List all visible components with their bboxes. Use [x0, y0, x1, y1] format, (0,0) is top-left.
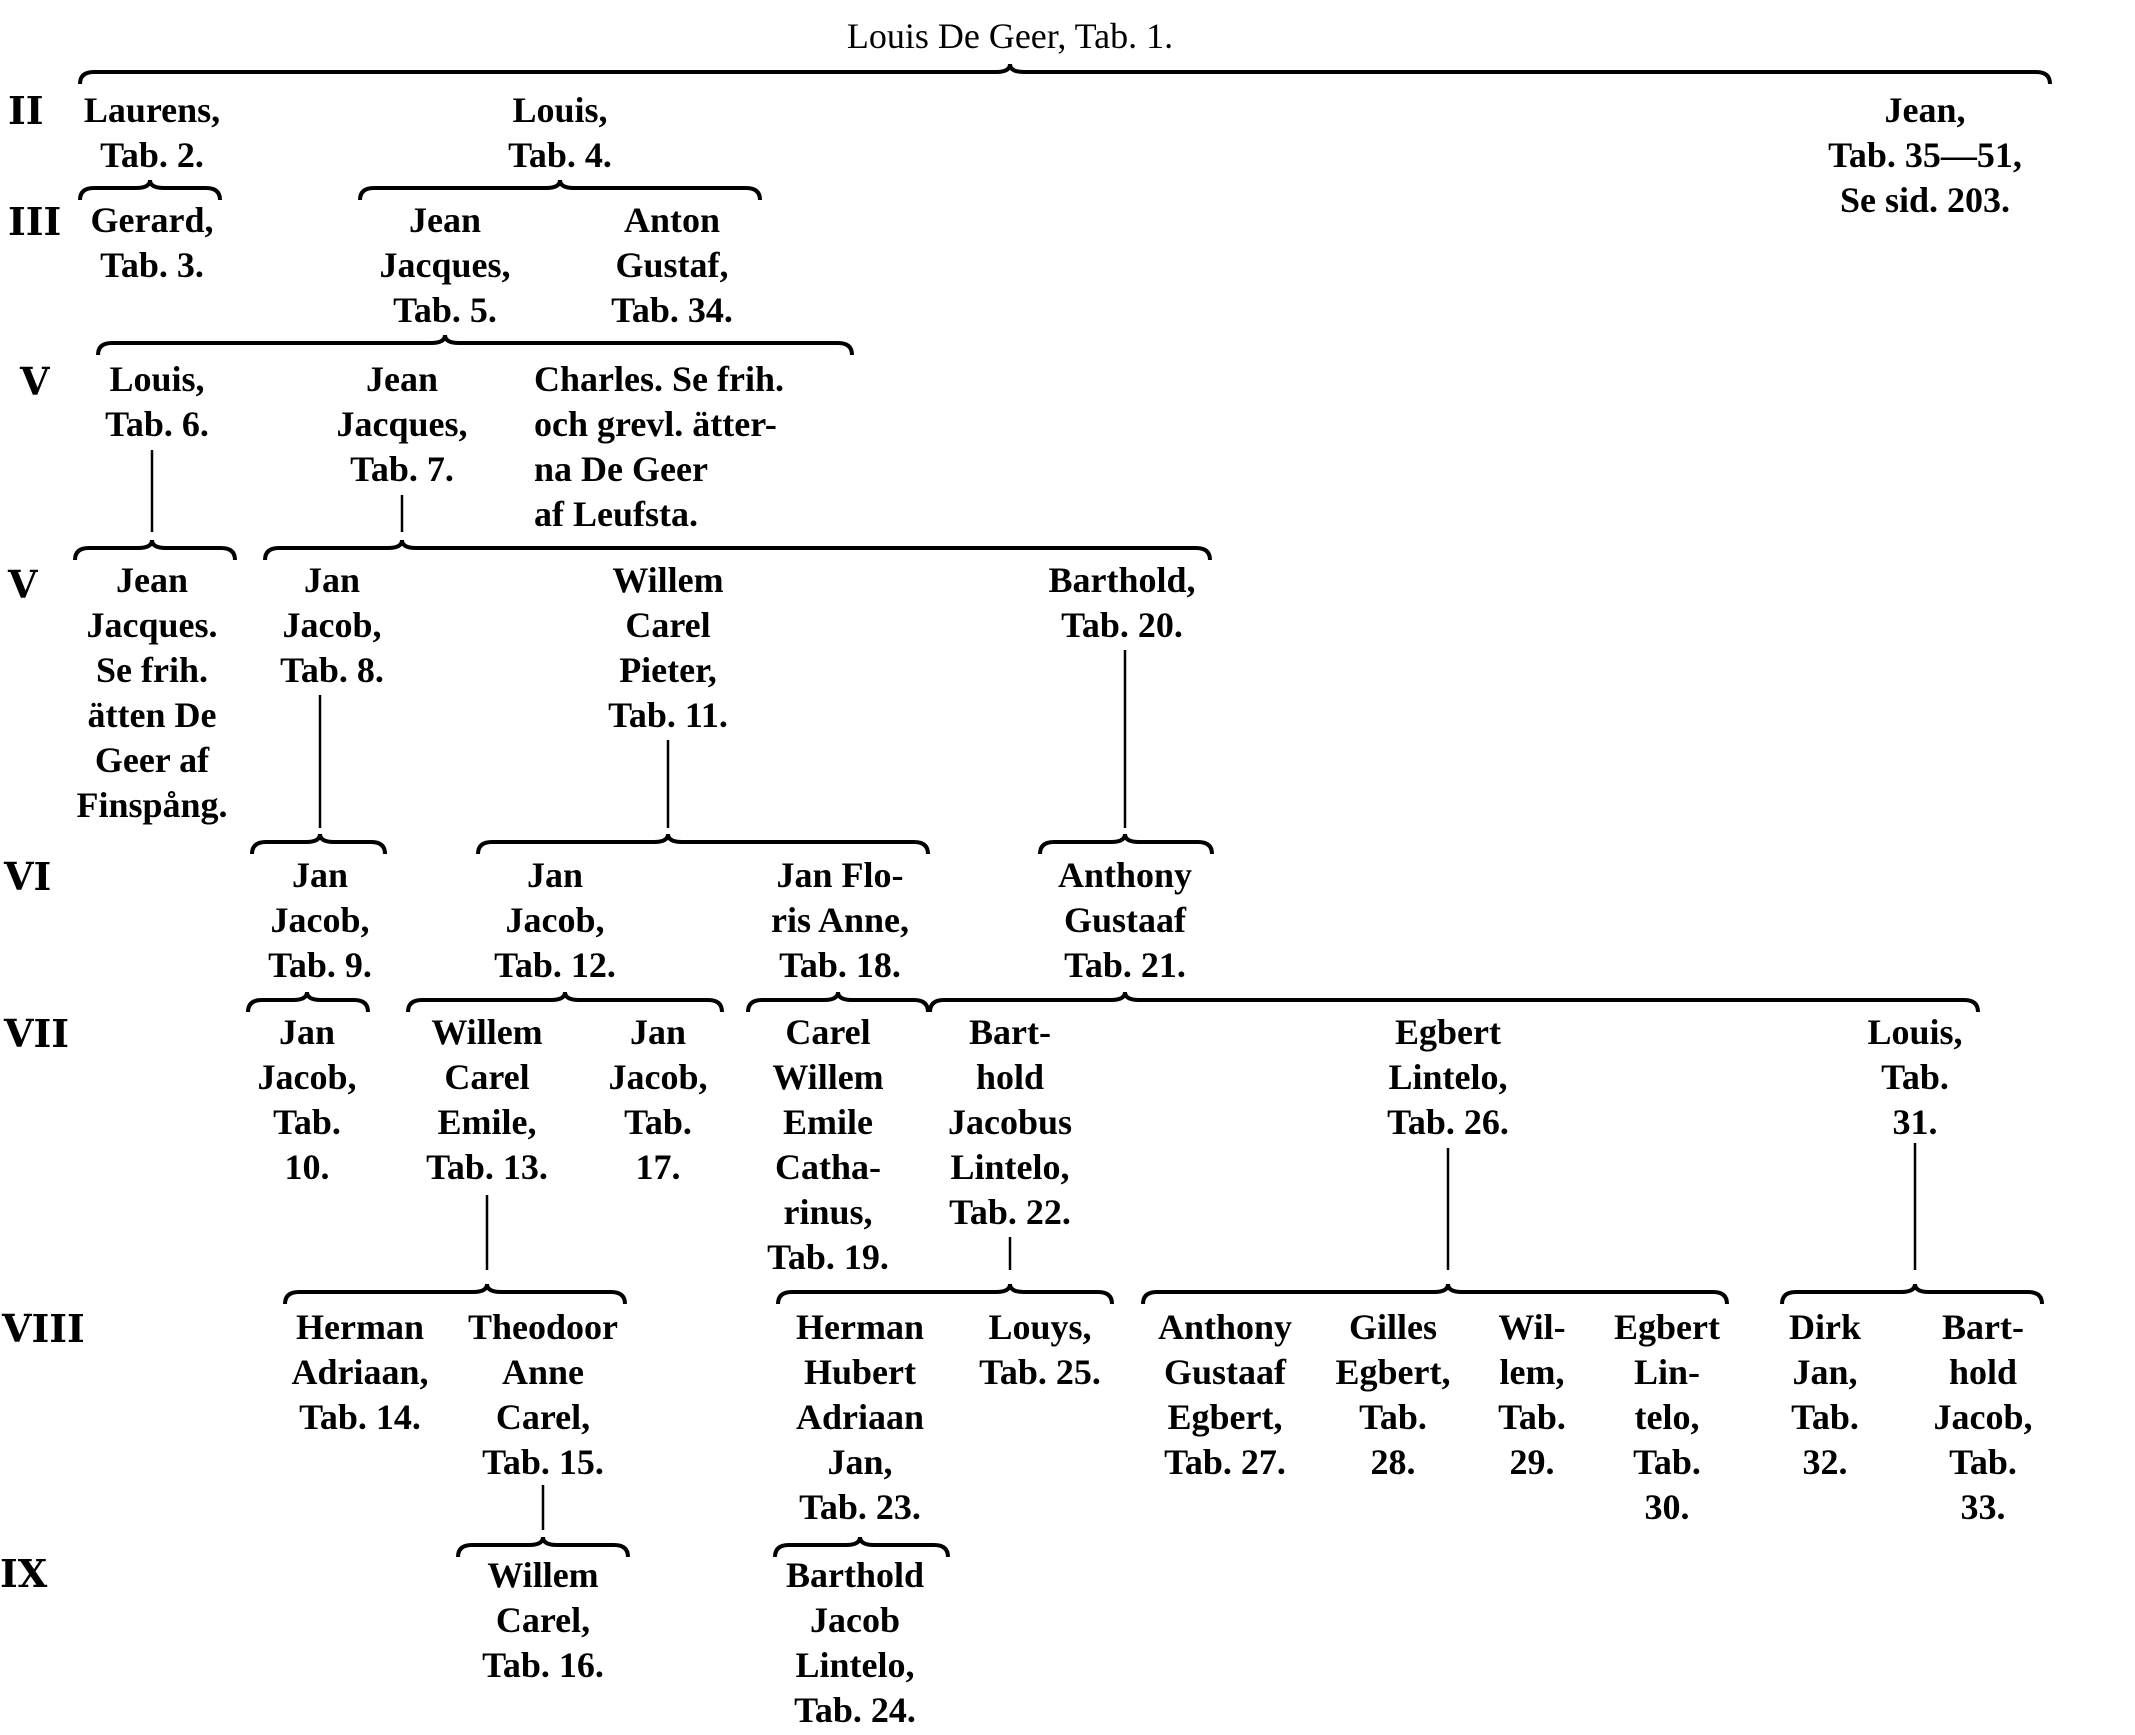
- person-barthold-tab-20: Barthold, Tab. 20.: [1048, 560, 1196, 645]
- person-anton-gustaf-tab-34: Anton Gustaf, Tab. 34.: [611, 200, 733, 330]
- person-jan-jacob-tab-9: Jan Jacob, Tab. 9.: [268, 855, 372, 985]
- person-anthony-gustaaf-tab-21: Anthony Gustaaf Tab. 21.: [1057, 855, 1193, 985]
- person-dirk-jan-tab-32: Dirk Jan, Tab. 32.: [1789, 1307, 1861, 1482]
- person-gerard-tab-3: Gerard, Tab. 3.: [90, 200, 214, 285]
- person-jan-jacob-tab-10: Jan Jacob, Tab. 10.: [257, 1012, 357, 1187]
- generation-label-v: V: [8, 562, 38, 607]
- person-louis-tab-6: Louis, Tab. 6.: [105, 359, 209, 444]
- generation-label-vii: VII: [4, 1011, 70, 1056]
- person-jean-tab-35-51: Jean, Tab. 35—51, Se sid. 203.: [1828, 90, 2022, 220]
- person-jean-jacques-tab-7: Jean Jacques, Tab. 7.: [336, 359, 468, 489]
- person-gilles-egbert-tab-28: Gilles Egbert, Tab. 28.: [1335, 1307, 1451, 1482]
- person-louis-tab-4: Louis, Tab. 4.: [508, 90, 612, 175]
- person-herman-adriaan-tab-14: Herman Adriaan, Tab. 14.: [291, 1307, 429, 1437]
- person-egbert-lintelo-tab-30: Egbert Lin- telo, Tab. 30.: [1614, 1307, 1720, 1527]
- generation-label-ii: II: [8, 88, 44, 133]
- person-willem-carel-emile-tab-13: Willem Carel Emile, Tab. 13.: [426, 1012, 548, 1187]
- person-louis-de-geer-tab-1: Louis De Geer, Tab. 1.: [846, 16, 1174, 56]
- person-willem-carel-tab-16: Willem Carel, Tab. 16.: [482, 1555, 604, 1685]
- generation-label-iii: III: [8, 199, 62, 244]
- person-egbert-lintelo-tab-26: Egbert Lintelo, Tab. 26.: [1387, 1012, 1509, 1142]
- person-carel-willem-emile-catharinus-tab-19: Carel Willem Emile Catha- rinus, Tab. 19.: [767, 1012, 889, 1277]
- person-jan-floris-anne-tab-18: Jan Flo- ris Anne, Tab. 18.: [770, 855, 910, 985]
- person-jean-jacques-finspang: Jean Jacques. Se frih. ätten De Geer af Finspång.: [76, 560, 228, 825]
- person-barthold-jacob-tab-33: Bart- hold Jacob, Tab. 33.: [1933, 1307, 2033, 1527]
- person-herman-hubert-adriaan-jan-tab-23: Herman Hubert Adriaan Jan, Tab. 23.: [795, 1307, 925, 1527]
- person-willem-carel-pieter-tab-11: Willem Carel Pieter, Tab. 11.: [608, 560, 728, 735]
- person-jan-jacob-tab-8: Jan Jacob, Tab. 8.: [280, 560, 384, 690]
- person-laurens-tab-2: Laurens, Tab. 2.: [83, 90, 221, 175]
- person-barthold-jacobus-lintelo-tab-22: Bart- hold Jacobus Lintelo, Tab. 22.: [947, 1012, 1073, 1232]
- generation-label-vi: VI: [4, 854, 52, 899]
- person-jan-jacob-tab-12: Jan Jacob, Tab. 12.: [494, 855, 616, 985]
- person-charles: Charles. Se frih. och grevl. ätter- na De Geer af Leufsta.: [534, 359, 784, 534]
- person-willem-tab-29: Wil- lem, Tab. 29.: [1498, 1307, 1566, 1482]
- generation-label-iv: V: [20, 359, 50, 404]
- person-louis-tab-31: Louis, Tab. 31.: [1867, 1012, 1963, 1142]
- person-anthony-gustaaf-egbert-tab-27: Anthony Gustaaf Egbert, Tab. 27.: [1157, 1307, 1293, 1482]
- person-theodoor-anne-carel-tab-15: Theodoor Anne Carel, Tab. 15.: [467, 1307, 619, 1482]
- generation-label-viii: VIII: [2, 1306, 85, 1351]
- person-jean-jacques-tab-5: Jean Jacques, Tab. 5.: [379, 200, 511, 330]
- person-barthold-jacob-lintelo-tab-24: Barthold Jacob Lintelo, Tab. 24.: [785, 1555, 925, 1730]
- person-jan-jacob-tab-17: Jan Jacob, Tab. 17.: [608, 1012, 708, 1187]
- person-louys-tab-25: Louys, Tab. 25.: [979, 1307, 1101, 1392]
- generation-label-ix: IX: [0, 1551, 48, 1596]
